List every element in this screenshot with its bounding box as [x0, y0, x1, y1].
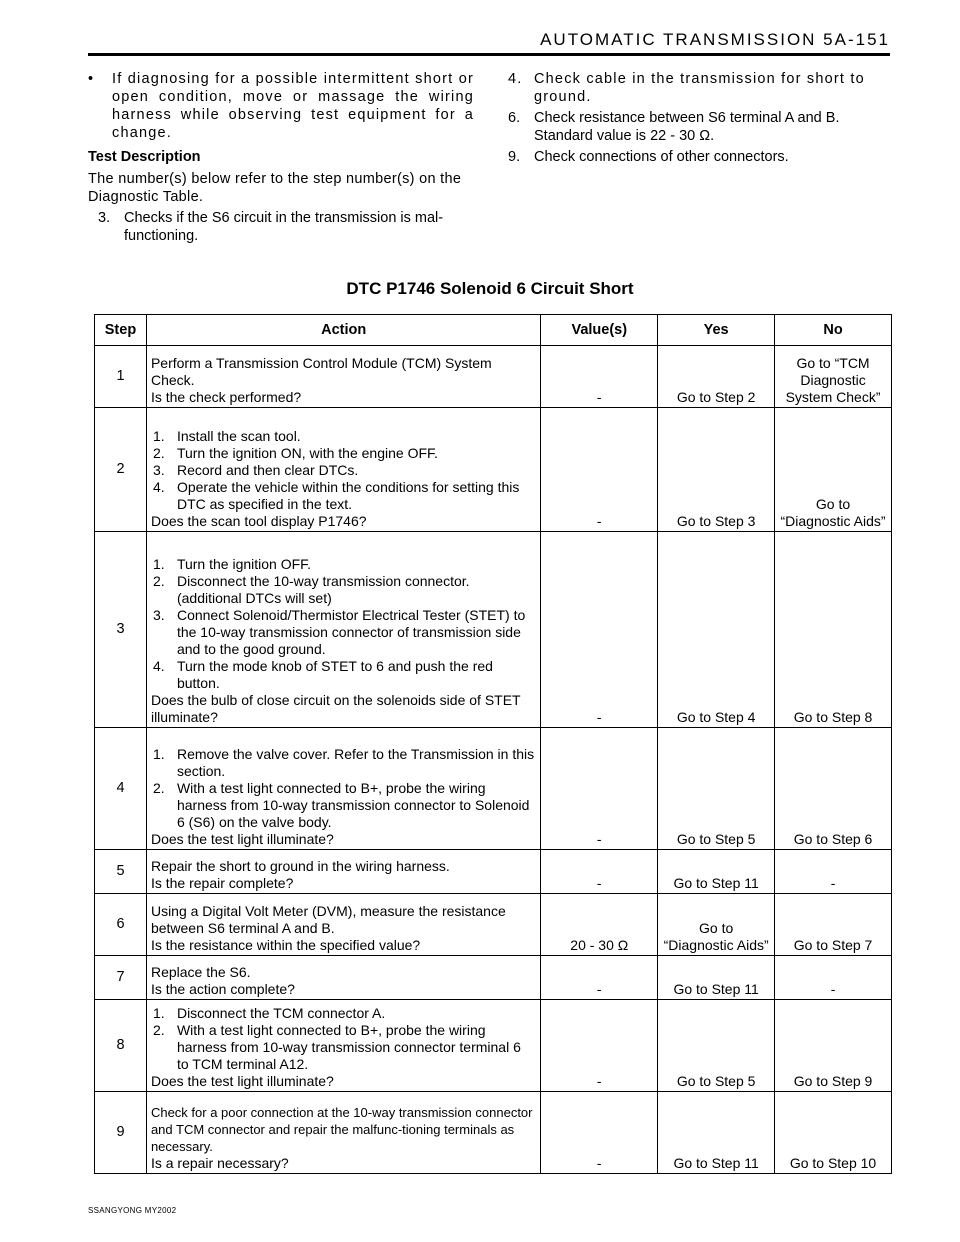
table-header-row	[95, 315, 892, 346]
step-cell: 5	[95, 850, 147, 894]
item-number: 6.	[508, 110, 521, 126]
step-cell: 3	[95, 532, 147, 728]
table-row	[95, 346, 892, 408]
action-step	[151, 607, 536, 658]
step-cell: 2	[95, 408, 147, 532]
column-header-action: Action	[146, 315, 540, 346]
no-cell: Go to “Diagnostic Aids”	[775, 408, 892, 532]
action-step-text: Turn the ignition ON, with the engine OFF.	[176, 445, 438, 461]
action-text: Check for a poor connection at the 10-way transmission connector and TCM connector and repair the malfunc-tioning terminals as necessary.	[150, 1105, 533, 1154]
action-question: Does the scan tool display P1746?	[150, 513, 367, 529]
value-cell: -	[541, 850, 658, 894]
action-step-number: 4.	[152, 658, 165, 674]
test-description-intro: The number(s) below refer to the step number(s) on the Diagnostic Table.	[88, 171, 462, 205]
step-cell: 9	[95, 1092, 147, 1174]
no-cell: -	[775, 956, 892, 1000]
value-cell: -	[541, 408, 658, 532]
item-text: Check resistance between S6 terminal A and B. Standard value is 22 - 30 Ω.	[534, 110, 840, 144]
step-cell: 1	[95, 346, 147, 408]
bullet-icon: •	[88, 71, 95, 87]
action-step-text: Install the scan tool.	[176, 428, 301, 444]
diagnostic-table	[94, 314, 892, 1174]
step-cell: 7	[95, 956, 147, 1000]
no-cell: Go to Step 9	[775, 1000, 892, 1092]
value-cell: -	[541, 1092, 658, 1174]
action-step-number: 2.	[152, 780, 165, 796]
action-question: Is the action complete?	[150, 981, 295, 997]
test-description-item	[508, 70, 892, 106]
action-cell	[146, 346, 540, 408]
action-cell	[146, 728, 540, 850]
action-step	[151, 658, 536, 692]
yes-cell: Go to Step 3	[658, 408, 775, 532]
item-number: 4.	[508, 71, 523, 87]
action-step-number: 1.	[152, 556, 165, 572]
action-text: Replace the S6.	[150, 964, 251, 980]
action-question: Does the test light illuminate?	[150, 831, 334, 847]
item-text: Check cable in the transmission for short to ground.	[534, 71, 865, 105]
action-step-text: With a test light connected to B+, probe the wiring harness from 10-way transmission connector terminal 6 to TCM terminal A12.	[176, 1022, 521, 1072]
item-number: 3.	[98, 210, 111, 226]
action-question: Is the check performed?	[150, 389, 302, 405]
action-step	[151, 462, 536, 479]
action-step-number: 2.	[152, 445, 165, 461]
action-step-number: 2.	[152, 573, 165, 589]
action-cell	[146, 1092, 540, 1174]
action-step	[151, 573, 536, 607]
item-number: 9.	[508, 149, 521, 165]
action-text: Using a Digital Volt Meter (DVM), measure the resistance between S6 terminal A and B.	[150, 903, 506, 936]
action-step	[151, 556, 536, 573]
test-description-item	[88, 209, 474, 245]
action-step-text: Disconnect the 10-way transmission connector. (additional DTCs will set)	[176, 573, 470, 606]
yes-cell: Go to Step 5	[658, 728, 775, 850]
action-cell	[146, 532, 540, 728]
action-step-number: 4.	[152, 479, 165, 495]
table-row	[95, 1092, 892, 1174]
action-step-text: Remove the valve cover. Refer to the Transmission in this section.	[176, 746, 535, 779]
action-question: Does the bulb of close circuit on the solenoids side of STET illuminate?	[150, 692, 521, 725]
column-header-step: Step	[95, 315, 147, 346]
no-cell: Go to “TCM Diagnostic System Check”	[775, 346, 892, 408]
value-cell: -	[541, 728, 658, 850]
action-question: Is the repair complete?	[150, 875, 294, 891]
table-row	[95, 956, 892, 1000]
action-cell	[146, 894, 540, 956]
bullet-text: If diagnosing for a possible intermittent short or open condition, move or massage the wiring harness while observing test equipment for a change.	[112, 71, 474, 141]
table-body	[95, 346, 892, 1174]
action-step-text: Disconnect the TCM connector A.	[176, 1005, 386, 1021]
action-step	[151, 1022, 536, 1073]
yes-cell: Go to Step 5	[658, 1000, 775, 1092]
item-text: Checks if the S6 circuit in the transmission is mal-functioning.	[124, 210, 444, 244]
yes-cell: Go to Step 11	[658, 956, 775, 1000]
table-row	[95, 532, 892, 728]
action-cell	[146, 956, 540, 1000]
action-step-text: Turn the mode knob of STET to 6 and push the red button.	[176, 658, 493, 691]
no-cell: Go to Step 10	[775, 1092, 892, 1174]
action-step	[151, 746, 536, 780]
action-step-number: 3.	[152, 607, 165, 623]
no-cell: -	[775, 850, 892, 894]
action-cell	[146, 1000, 540, 1092]
test-description-heading: Test Description	[88, 149, 201, 165]
column-header-values: Value(s)	[541, 315, 658, 346]
action-step-number: 1.	[152, 1005, 165, 1021]
item-text: Check connections of other connectors.	[534, 149, 789, 165]
action-step-number: 3.	[152, 462, 165, 478]
action-question: Does the test light illuminate?	[150, 1073, 334, 1089]
action-step	[151, 479, 536, 513]
yes-cell: Go to Step 11	[658, 850, 775, 894]
no-cell: Go to Step 7	[775, 894, 892, 956]
left-column	[88, 70, 474, 248]
no-cell: Go to Step 8	[775, 532, 892, 728]
table-title: DTC P1746 Solenoid 6 Circuit Short	[346, 279, 634, 298]
yes-cell: Go to Step 11	[658, 1092, 775, 1174]
column-header-no: No	[775, 315, 892, 346]
right-column	[508, 70, 892, 169]
action-step	[151, 780, 536, 831]
action-text: Repair the short to ground in the wiring harness.	[150, 858, 450, 874]
action-step	[151, 1005, 536, 1022]
action-step-text: Record and then clear DTCs.	[176, 462, 359, 478]
action-step-text: Connect Solenoid/Thermistor Electrical Tester (STET) to the 10-way transmission connector of transmission side and to the good ground.	[176, 607, 526, 657]
yes-cell: Go to Step 4	[658, 532, 775, 728]
test-description-item	[508, 148, 892, 166]
action-text: Perform a Transmission Control Module (TCM) System Check.	[150, 355, 492, 388]
step-cell: 6	[95, 894, 147, 956]
action-question: Is the resistance within the specified value?	[150, 937, 421, 953]
yes-cell: Go to “Diagnostic Aids”	[658, 894, 775, 956]
value-cell: -	[541, 532, 658, 728]
value-cell: -	[541, 956, 658, 1000]
step-cell: 8	[95, 1000, 147, 1092]
action-step-number: 1.	[152, 746, 165, 762]
action-cell	[146, 408, 540, 532]
value-cell: -	[541, 346, 658, 408]
no-cell: Go to Step 6	[775, 728, 892, 850]
header-rule	[88, 53, 890, 56]
action-step-number: 1.	[152, 428, 165, 444]
action-step	[151, 428, 536, 445]
column-header-yes: Yes	[658, 315, 775, 346]
action-question: Is a repair necessary?	[150, 1155, 289, 1171]
yes-cell: Go to Step 2	[658, 346, 775, 408]
action-step-text: With a test light connected to B+, probe the wiring harness from 10-way transmission connector to Solenoid 6 (S6) on the valve body.	[176, 780, 530, 830]
table-row	[95, 1000, 892, 1092]
table-row	[95, 728, 892, 850]
value-cell: -	[541, 1000, 658, 1092]
action-step	[151, 445, 536, 462]
table-row	[95, 894, 892, 956]
action-cell	[146, 850, 540, 894]
table-row	[95, 850, 892, 894]
action-step-text: Turn the ignition OFF.	[176, 556, 312, 572]
step-cell: 4	[95, 728, 147, 850]
value-cell: 20 - 30 Ω	[541, 894, 658, 956]
test-description-item	[508, 109, 892, 145]
page-header-title: AUTOMATIC TRANSMISSION 5A-151	[540, 30, 890, 49]
action-step-number: 2.	[152, 1022, 165, 1038]
action-step-text: Operate the vehicle within the conditions for setting this DTC as specified in the text.	[176, 479, 520, 512]
table-row	[95, 408, 892, 532]
intermittent-bullet	[88, 70, 474, 142]
footer-text: SSANGYONG MY2002	[88, 1206, 177, 1215]
